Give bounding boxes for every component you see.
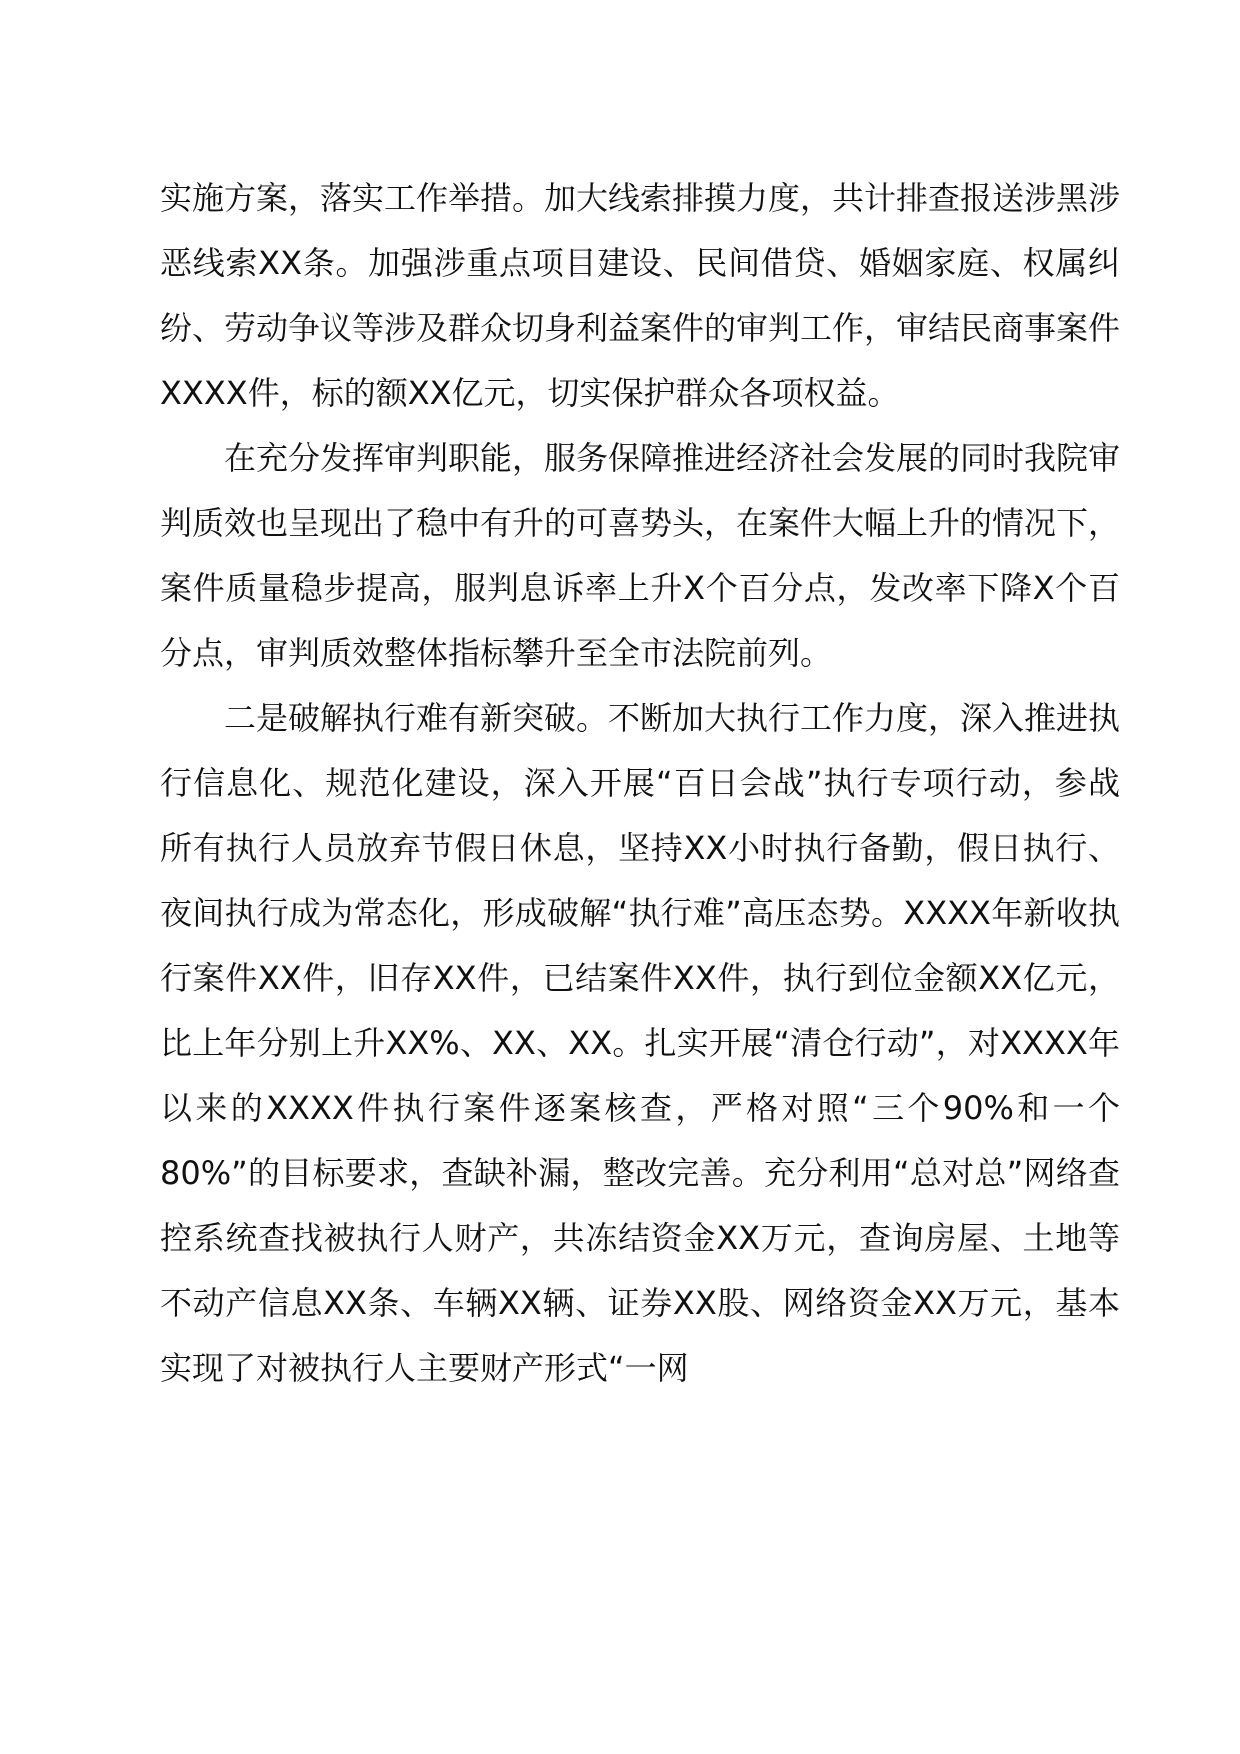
paragraph-1: 实施方案，落实工作举措。加大线索排摸力度，共计排查报送涉黑涉恶线索XX条。加强涉重点项目建设、民间借贷、婚姻家庭、权属纠纷、劳动争议等涉及群众切身利益案件的审判工作，审结民商事案件XXXX件，标的额XX亿元，切实保护群众各项权益。 [160, 179, 1121, 412]
document-body [160, 166, 1120, 1401]
paragraph-2: 在充分发挥审判职能，服务保障推进经济社会发展的同时我院审判质效也呈现出了稳中有升的可喜势头，在案件大幅上升的情况下，案件质量稳步提高，服判息诉率上升X个百分点，发改率下降X个百分点，审判质效整体指标攀升至全市法院前列。 [160, 439, 1121, 672]
paragraph-3: 二是破解执行难有新突破。不断加大执行工作力度，深入推进执行信息化、规范化建设，深入开展“百日会战”执行专项行动，参战所有执行人员放弃节假日休息，坚持XX小时执行备勤，假日执行、夜间执行成为常态化，形成破解“执行难”高压态势。XXXX年新收执行案件XX件，旧存XX件，已结案件XX件，执行到位金额XX亿元，比上年分别上升XX%、XX、XX。扎实开展“清仓行动”，对XXXX年以来的XXXX件执行案件逐案核查，严格对照“三个90%和一个80%”的目标要求，查缺补漏，整改完善。充分利用“总对总”网络查控系统查找被执行人财产，共冻结资金XX万元，查询房屋、土地等不动产信息XX条、车辆XX辆、证券XX股、网络资金XX万元，基本实现了对被执行人主要财产形式“一网 [160, 699, 1121, 1387]
